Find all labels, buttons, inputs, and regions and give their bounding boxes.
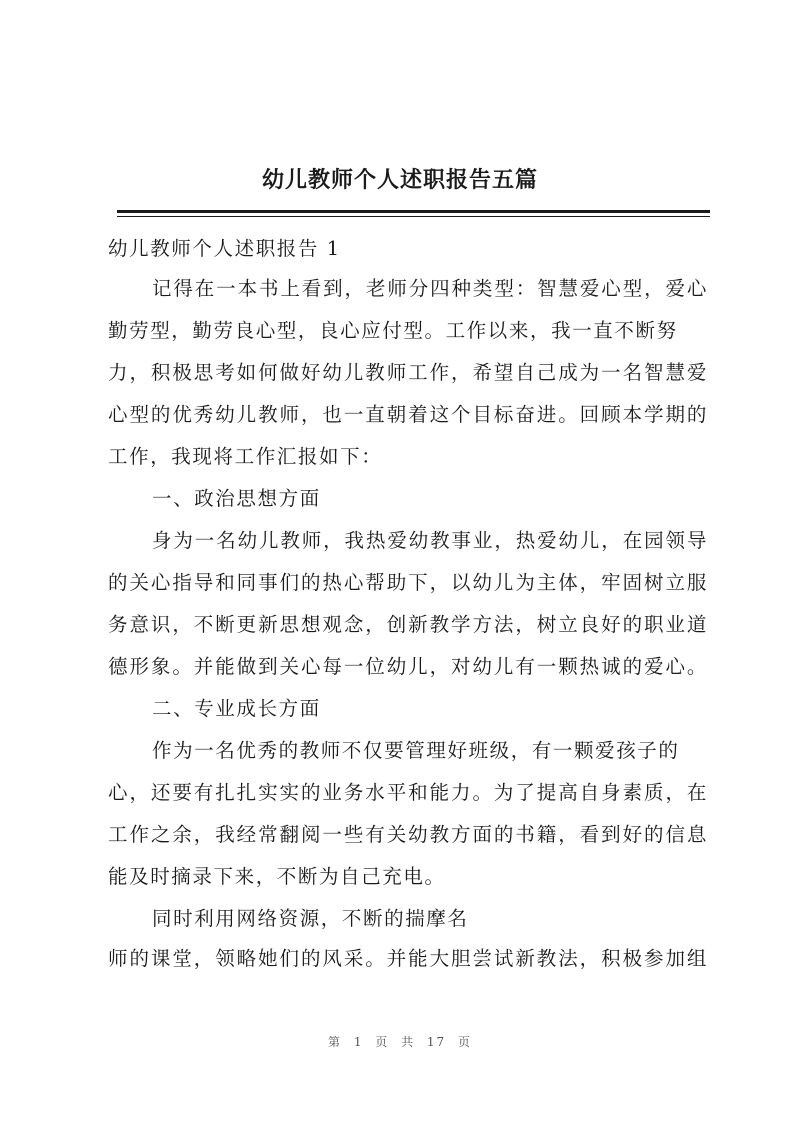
paragraph-line: 勤劳型，勤劳良心型，良心应付型。工作以来，我一直不断努 (108, 319, 678, 342)
paragraph-line: 心型的优秀幼儿教师，也一直朝着这个目标奋进。回顾本学期的 (108, 403, 708, 426)
paragraph-line: 的关心指导和同事们的热心帮助下，以幼儿为主体，牢固树立服 (108, 571, 708, 594)
paragraph-line: 工作，我现将工作汇报如下： (108, 445, 383, 468)
subheading: 一、政治思想方面 (152, 487, 321, 510)
paragraph-line: 心，还要有扎扎实实的业务水平和能力。为了提高自身素质，在 (108, 781, 708, 804)
paragraph-line: 同时利用网络资源，不断的揣摩名 (152, 907, 469, 930)
paragraph-line: 师的课堂，领略她们的风采。并能大胆尝试新教法，积极参加组 (108, 947, 708, 970)
title-divider-thin (117, 216, 710, 217)
paragraph-line: 能及时摘录下来，不断为自己充电。 (108, 865, 446, 888)
paragraph-line: 德形象。并能做到关心每一位幼儿，对幼儿有一颗热诚的爱心。 (108, 655, 708, 678)
paragraph-line: 作为一名优秀的教师不仅要管理好班级，有一颗爱孩子的 (152, 739, 680, 762)
paragraph-line: 力，积极思考如何做好幼儿教师工作，希望自己成为一名智慧爱 (108, 361, 708, 384)
paragraph-line: 务意识，不断更新思想观念，创新教学方法，树立良好的职业道 (108, 613, 708, 636)
paragraph-line: 身为一名幼儿教师，我热爱幼教事业，热爱幼儿，在园领导 (152, 529, 708, 552)
page-number-footer: 第 1 页 共 17 页 (328, 1035, 472, 1049)
subheading: 二、专业成长方面 (152, 697, 321, 720)
document-title: 幼儿教师个人述职报告五篇 (261, 167, 538, 193)
title-divider (117, 210, 710, 213)
paragraph-line: 工作之余，我经常翻阅一些有关幼教方面的书籍，看到好的信息 (108, 823, 708, 846)
section-heading: 幼儿教师个人述职报告 1 (108, 237, 341, 260)
paragraph-line: 记得在一本书上看到，老师分四种类型：智慧爱心型，爱心 (152, 277, 708, 300)
